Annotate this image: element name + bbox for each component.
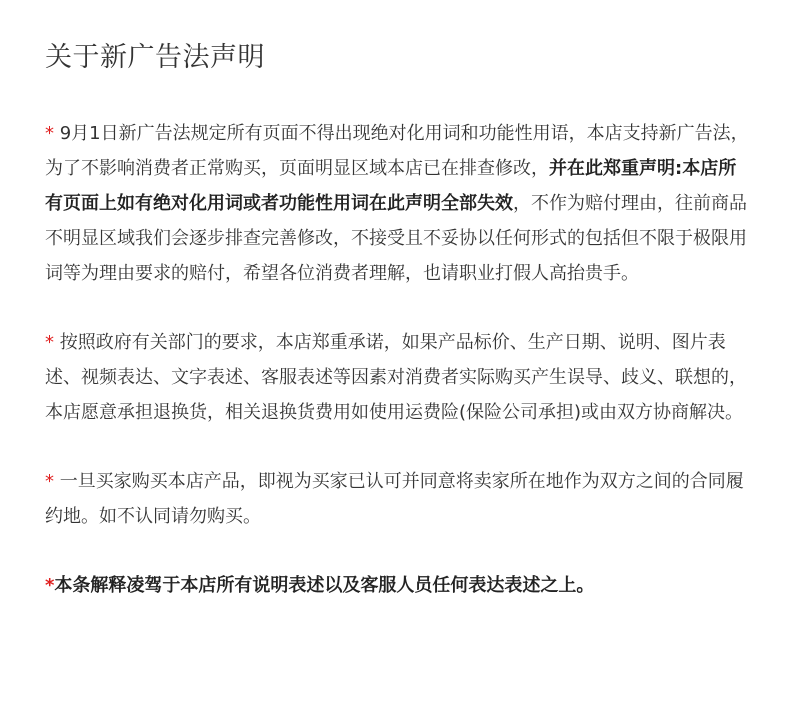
bullet-asterisk: *	[45, 123, 54, 144]
paragraph-contract-place-text: 一旦买家购买本店产品，即视为买家已认可并同意将卖家所在地作为双方之间的合同履约地。如不认同请勿购买。	[45, 471, 744, 527]
bullet-asterisk: *	[45, 471, 54, 492]
paragraph-ad-law-text-a: 9月1日新广告法规定所有页面不得出现绝对化用词和功能性用语，本店支持新广告法，为了不影响消费者正常购买，页面明显区域本店已在排查修改，	[45, 123, 749, 179]
paragraph-ad-law	[45, 116, 750, 291]
bullet-asterisk: *	[45, 332, 54, 353]
paragraph-commitment	[45, 325, 750, 430]
paragraph-ad-law-text-b: ，不作为赔付理由，往前商品不明显区域我们会逐步排查完善修改，不接受且不妥协以任何形式的包括但不限于极限用词等为理由要求的赔付，希望各位消费者理解，也请职业打假人高抬贵手。	[45, 193, 747, 284]
paragraph-final-statement	[45, 568, 750, 603]
paragraph-final-statement-text: 本条解释凌驾于本店所有说明表述以及客服人员任何表达表述之上。	[54, 575, 595, 596]
page-title: 关于新广告法声明	[45, 42, 265, 73]
paragraph-ad-law-bold: 并在此郑重声明:本店所有页面上如有绝对化用词或者功能性用词在此声明全部失效	[45, 158, 737, 214]
paragraph-contract-place	[45, 464, 750, 534]
bullet-asterisk: *	[45, 575, 55, 596]
paragraph-commitment-text: 按照政府有关部门的要求，本店郑重承诺，如果产品标价、生产日期、说明、图片表述、视频表达、文字表述、客服表述等因素对消费者实际购买产生误导、歧义、联想的，本店愿意承担退换货，相关退换货费用如使用运费险(保险公司承担)或由双方协商解决。	[45, 332, 747, 423]
